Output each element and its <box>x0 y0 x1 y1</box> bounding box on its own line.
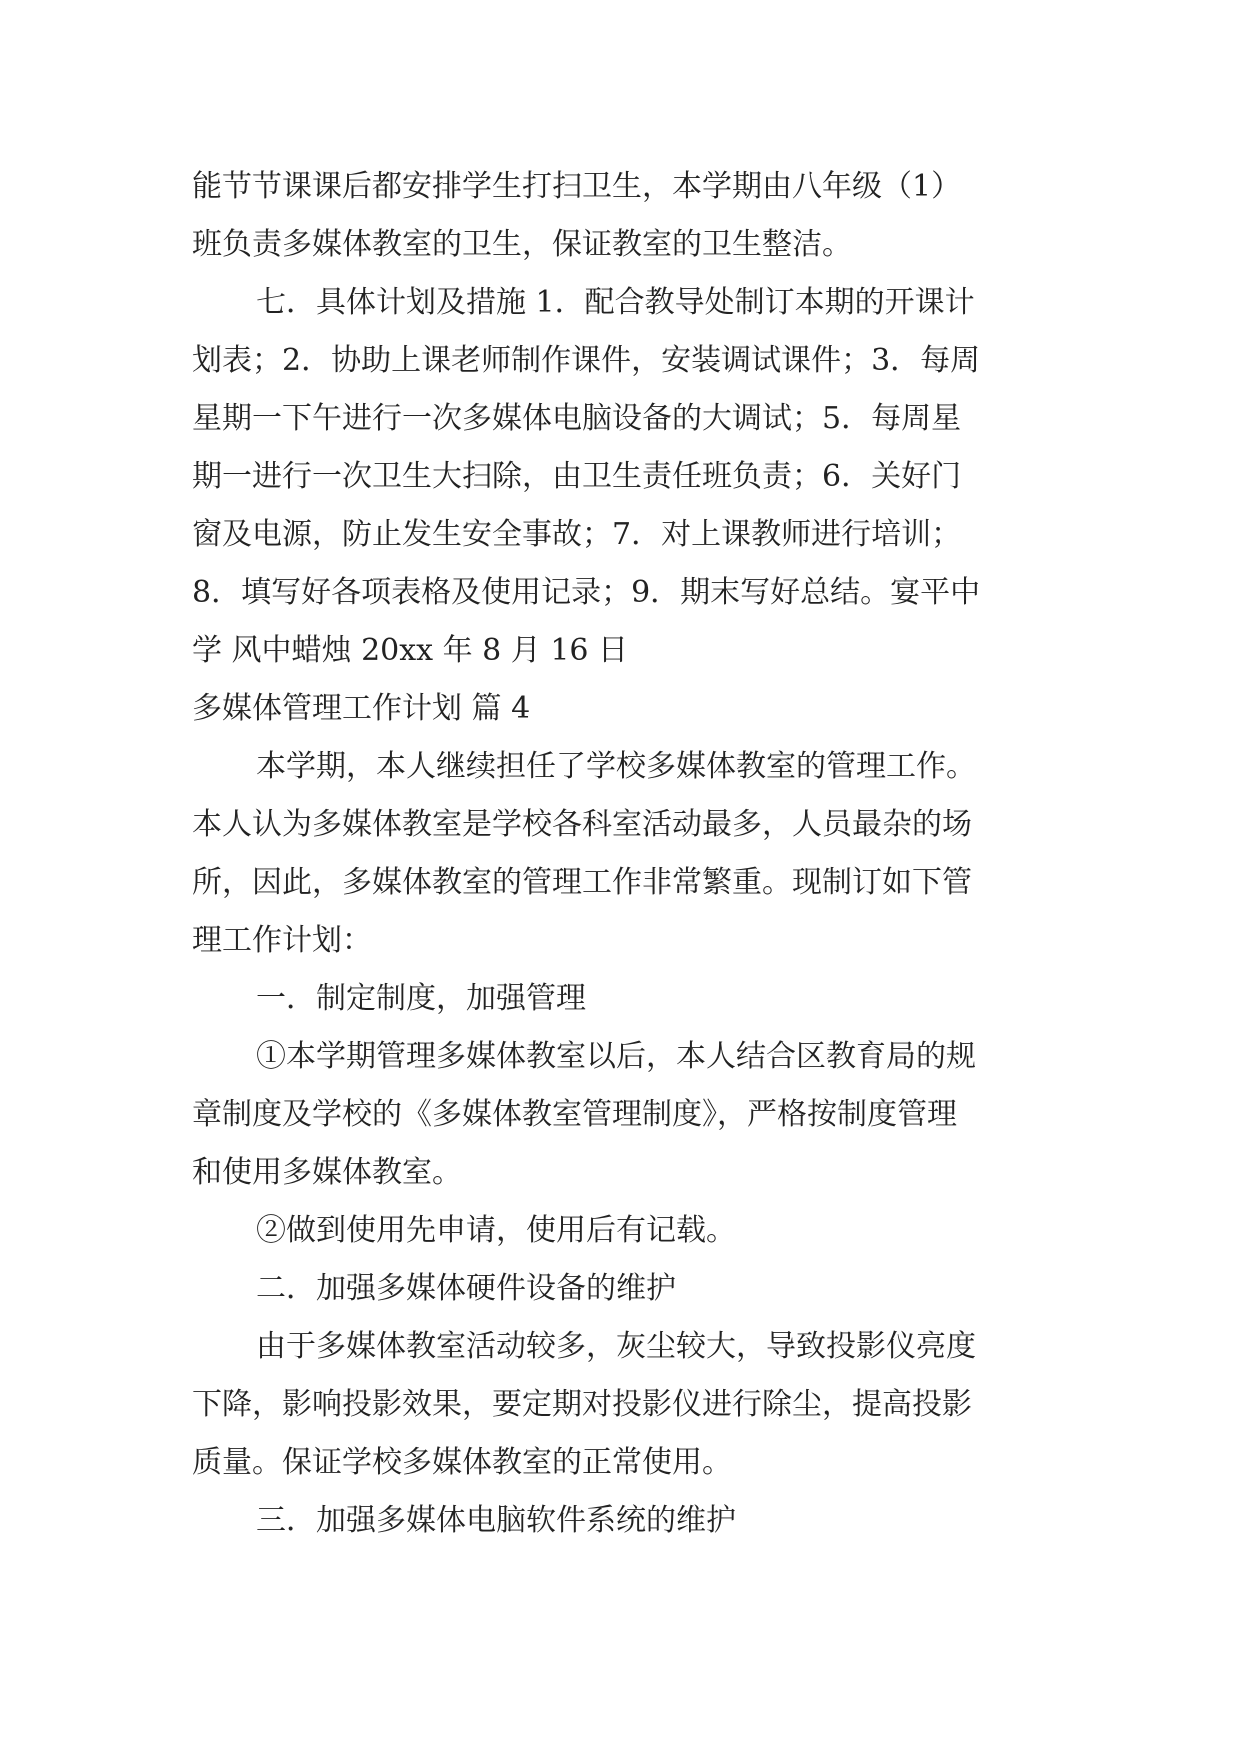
text-line: 期一进行一次卫生大扫除，由卫生责任班负责；6．关好门 <box>192 459 962 494</box>
text-line: 和使用多媒体教室。 <box>192 1155 462 1190</box>
text-line: 三．加强多媒体电脑软件系统的维护 <box>256 1503 736 1538</box>
text-line: 由于多媒体教室活动较多，灰尘较大，导致投影仪亮度 <box>256 1329 976 1364</box>
text-line: 章制度及学校的《多媒体教室管理制度》，严格按制度管理 <box>192 1097 957 1132</box>
text-line: 二．加强多媒体硬件设备的维护 <box>256 1271 676 1306</box>
text-line: 理工作计划： <box>192 923 372 958</box>
text-line: ①本学期管理多媒体教室以后，本人结合区教育局的规 <box>256 1039 976 1074</box>
text-line: 能节节课课后都安排学生打扫卫生，本学期由八年级（1） <box>192 169 962 204</box>
text-line: 质量。保证学校多媒体教室的正常使用。 <box>192 1445 732 1480</box>
section-heading: 多媒体管理工作计划 篇 4 <box>192 691 531 726</box>
text-line: 本人认为多媒体教室是学校各科室活动最多，人员最杂的场 <box>192 807 972 842</box>
text-line: 8．填写好各项表格及使用记录；9．期末写好总结。宴平中 <box>192 575 981 610</box>
text-line: 所，因此，多媒体教室的管理工作非常繁重。现制订如下管 <box>192 865 972 900</box>
text-line: 星期一下午进行一次多媒体电脑设备的大调试；5．每周星 <box>192 401 962 436</box>
text-line: 划表；2．协助上课老师制作课件，安装调试课件；3．每周 <box>192 343 981 378</box>
text-line: 学 风中蜡烛 20xx 年 8 月 16 日 <box>192 633 629 668</box>
text-line: 一．制定制度，加强管理 <box>256 981 586 1016</box>
text-line: 七．具体计划及措施 1．配合教导处制订本期的开课计 <box>256 285 975 320</box>
text-line: ②做到使用先申请，使用后有记载。 <box>256 1213 736 1248</box>
text-line: 下降，影响投影效果，要定期对投影仪进行除尘，提高投影 <box>192 1387 972 1422</box>
text-line: 班负责多媒体教室的卫生，保证教室的卫生整洁。 <box>192 227 852 262</box>
text-line: 本学期，本人继续担任了学校多媒体教室的管理工作。 <box>256 749 976 784</box>
document-body <box>192 158 1072 1550</box>
text-line: 窗及电源，防止发生安全事故；7．对上课教师进行培训； <box>192 517 962 552</box>
